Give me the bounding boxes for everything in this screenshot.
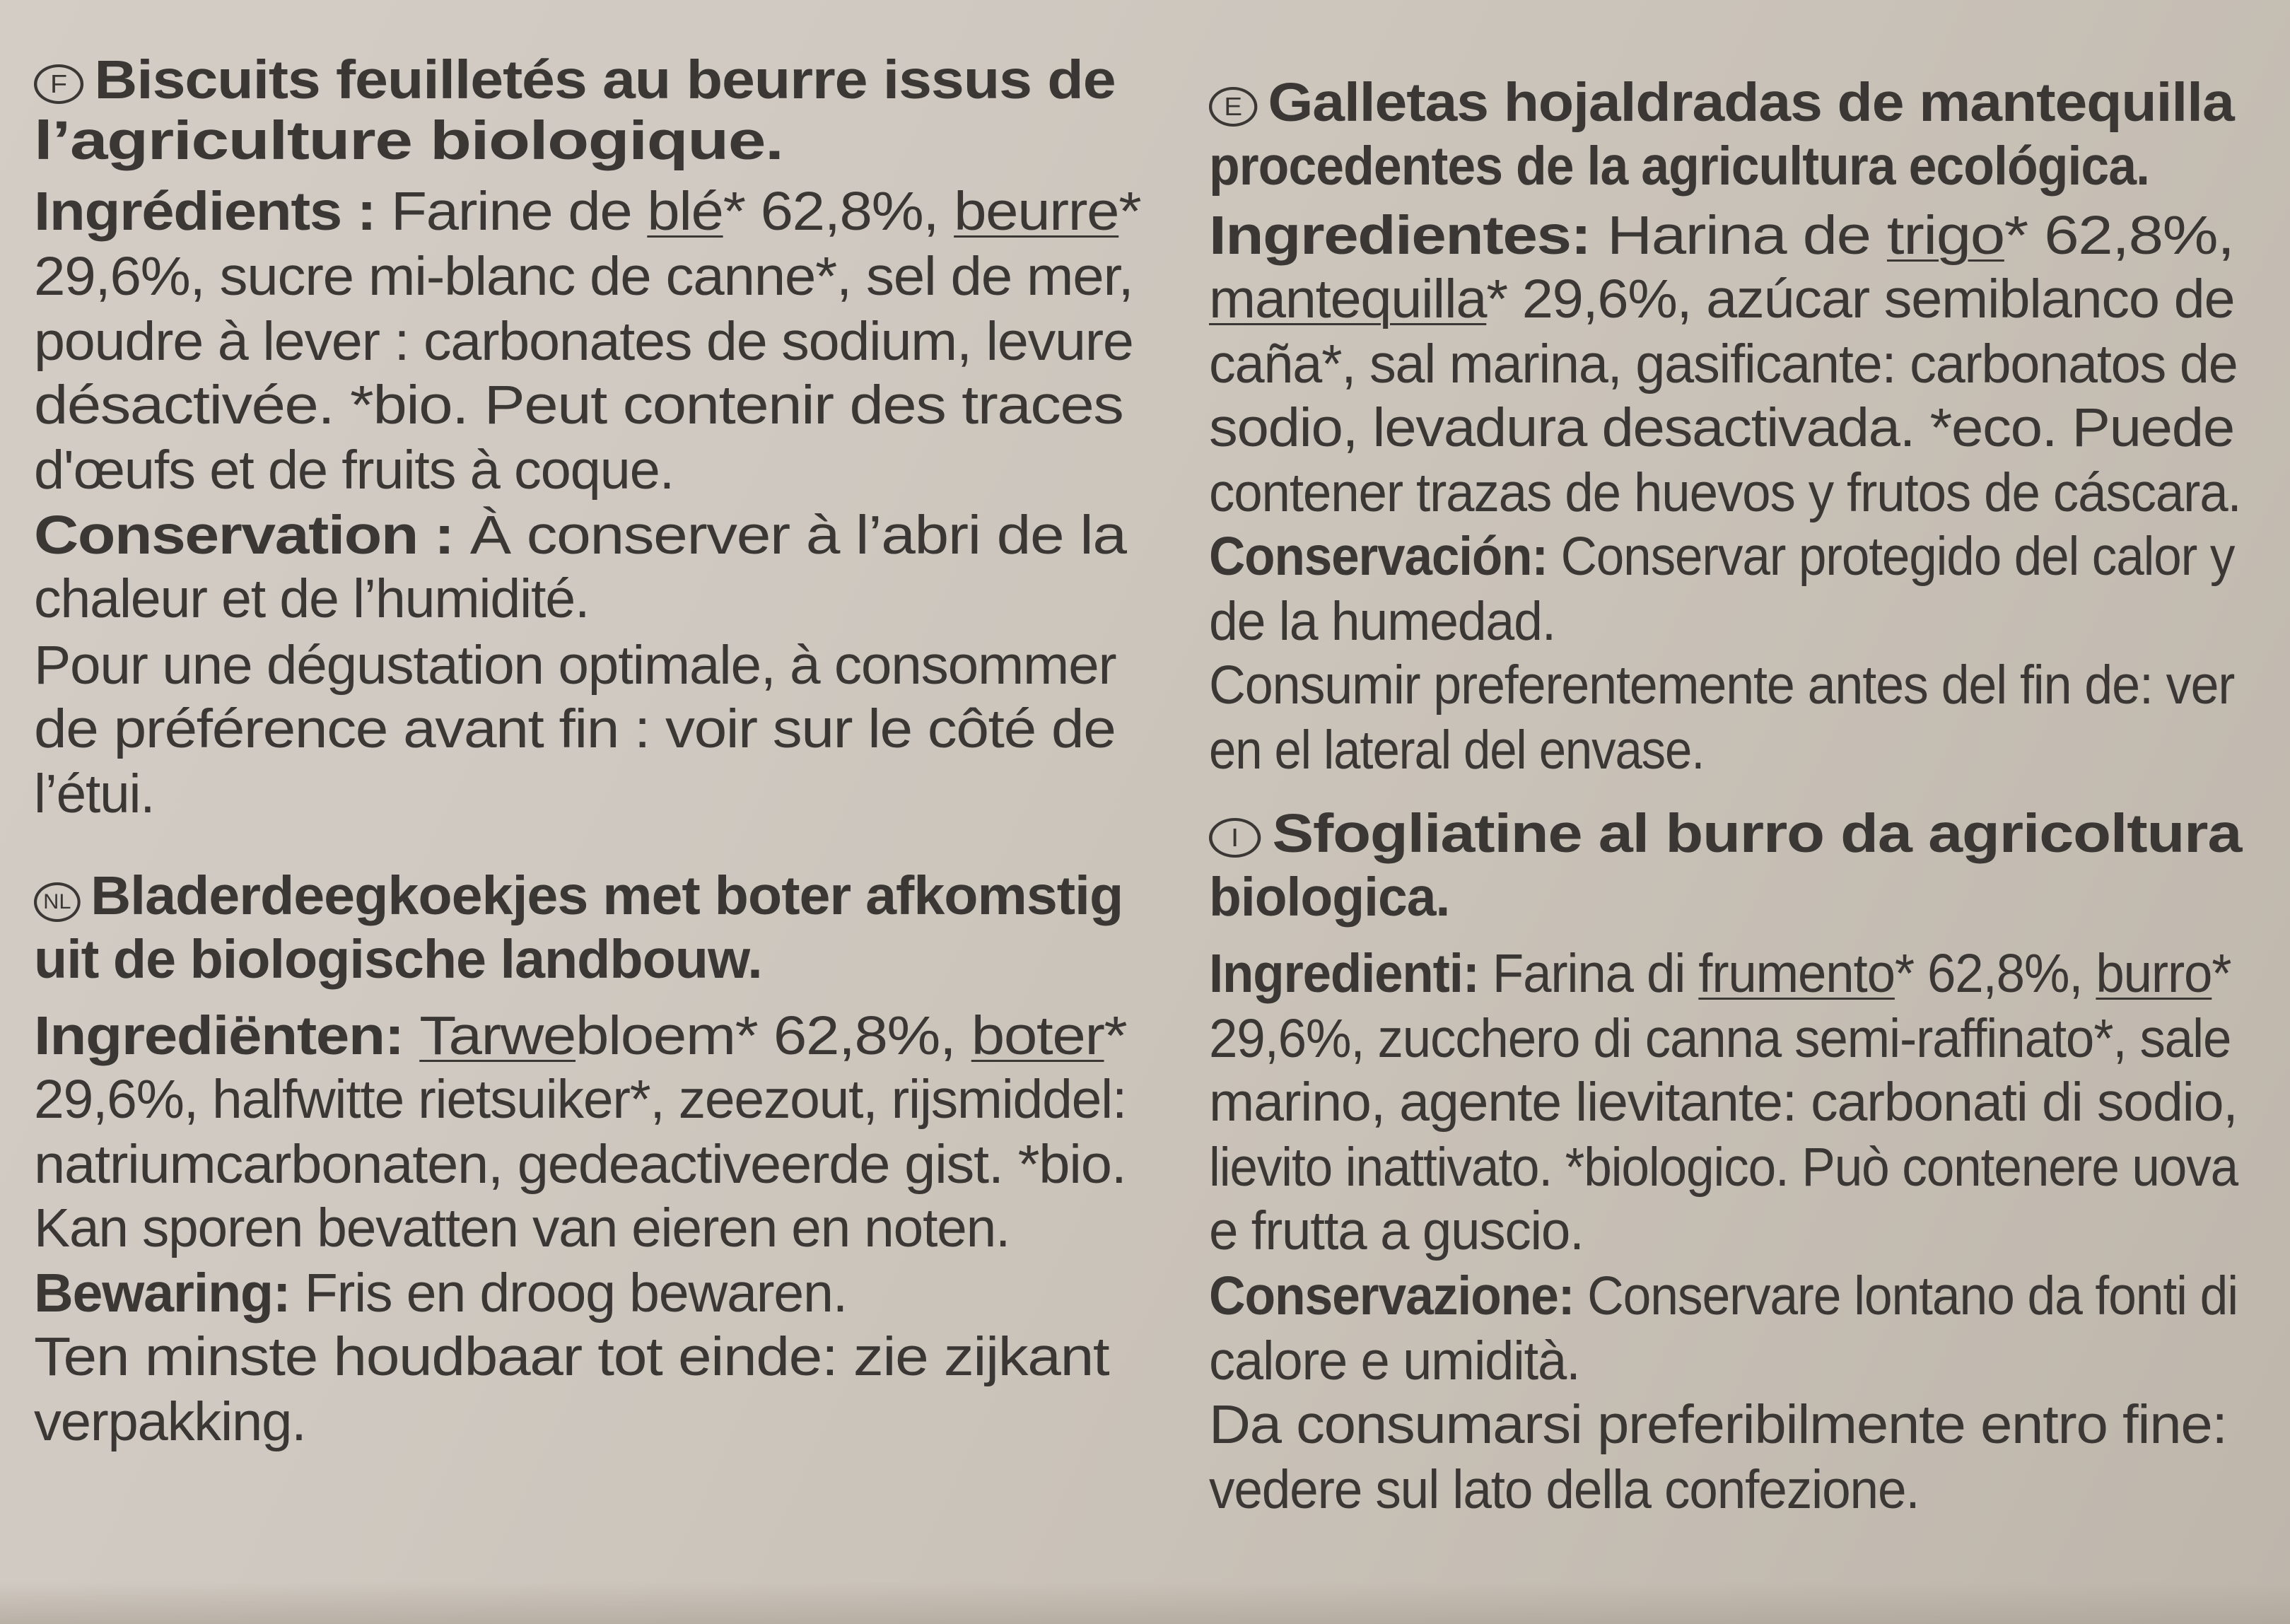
ingredients-label: Ingrédients : <box>34 181 392 242</box>
spanish-best-before-line-1: Consumir preferentemente antes del fin de: ver <box>1209 655 2235 715</box>
dutch-ingredients-line-1 <box>34 1004 1126 1068</box>
italian-ingredients-line-5: e frutta a guscio. <box>1209 1201 1584 1261</box>
ingredients-label: Ingredientes: <box>1209 205 1607 266</box>
italian-title-line-1 <box>1209 802 2241 865</box>
dutch-best-before-line-1: Ten minste houdbaar tot einde: zie zijkant <box>34 1326 1109 1387</box>
dutch-conservation-line-1 <box>34 1261 847 1325</box>
allergen-word: burro <box>2096 943 2212 1004</box>
italian-title-text-1: Sfogliatine al burro da agricoltura <box>1272 803 2242 864</box>
dutch-ingredients-line-3: natriumcarbonaten, gedeactiveerde gist. *bio. <box>34 1134 1126 1195</box>
conservation-text: Conservar protegido del calor y <box>1560 526 2235 587</box>
conservation-text: Conservare lontano da fonti di <box>1587 1266 2238 1326</box>
ingredient-text: * 62,8%, <box>723 181 954 242</box>
french-ingredients-line-3: poudre à lever : carbonates de sodium, levure <box>34 311 1133 372</box>
allergen-word: mantequilla <box>1209 269 1487 329</box>
spanish-ingredients-line-2 <box>1209 267 2234 331</box>
spanish-best-before-line-2: en el lateral del envase. <box>1209 720 1705 781</box>
italian-conservation-line-2: calore e umidità. <box>1209 1331 1580 1391</box>
ingredient-text: * <box>1118 181 1141 242</box>
italian-ingredients-line-1 <box>1209 942 2231 1005</box>
conservation-label: Bewaring: <box>34 1263 305 1324</box>
ingredient-text: Farina di <box>1492 943 1699 1004</box>
ingredient-text: * 62,8%, <box>1894 943 2096 1004</box>
french-title-line-1 <box>34 48 1116 112</box>
italian-ingredients-line-4: lievito inattivato. *biologico. Può contenere uova <box>1209 1137 2238 1198</box>
ingredient-text: Farine de <box>391 181 648 242</box>
french-ingredients-line-2: 29,6%, sucre mi-blanc de canne*, sel de mer, <box>34 246 1133 307</box>
allergen-word: boter <box>971 1005 1104 1066</box>
dutch-best-before-line-2: verpakking. <box>34 1391 306 1452</box>
spanish-ingredients-line-4: sodio, levadura desactivada. *eco. Puede <box>1209 397 2234 458</box>
italian-ingredients-line-2: 29,6%, zucchero di canna semi-raffinato*, sale <box>1209 1008 2231 1069</box>
ingredient-text: * 62,8%, <box>2004 205 2234 266</box>
allergen-word: beurre <box>954 181 1119 242</box>
french-ingredients-line-4: désactivée. *bio. Peut contenir des traces <box>34 375 1123 436</box>
french-title-line-2: l’agriculture biologique. <box>34 110 783 171</box>
spanish-title-text-1: Galletas hojaldradas de mantequilla <box>1268 72 2234 133</box>
french-ingredients-line-5: d'œufs et de fruits à coque. <box>34 440 674 501</box>
ingredient-text: Harina de <box>1606 205 1887 266</box>
spanish-ingredients-line-5: contener trazas de huevos y frutos de cáscara. <box>1209 462 2241 523</box>
dutch-title-text-1: Bladerdeegkoekjes met boter afkomstig <box>90 865 1123 926</box>
ingredient-text: * <box>1104 1005 1127 1066</box>
bottom-edge-shadow <box>0 1582 2290 1624</box>
dutch-ingredients-line-4: Kan sporen bevatten van eieren en noten. <box>34 1198 1010 1258</box>
french-best-before-line-1: Pour une dégustation optimale, à consommer <box>34 635 1116 696</box>
spanish-ingredients-line-1 <box>1209 204 2233 267</box>
ingredients-label: Ingredienti: <box>1209 943 1492 1004</box>
spanish-conservation-line-2: de la humedad. <box>1209 591 1556 652</box>
italian-best-before-line-2: vedere sul lato della confezione. <box>1209 1459 1920 1520</box>
french-best-before-line-3: l’étui. <box>34 764 155 824</box>
allergen-word: frumento <box>1698 943 1895 1004</box>
spanish-ingredients-line-3: caña*, sal marina, gasificante: carbonatos de <box>1209 334 2238 395</box>
spanish-title-line-1 <box>1209 71 2234 134</box>
language-badge-i: I <box>1209 818 1261 858</box>
spanish-title-line-2: procedentes de la agricultura ecológica. <box>1209 136 2150 197</box>
ingredient-text: bloem* 62,8%, <box>576 1005 971 1066</box>
language-badge-f: F <box>34 64 83 104</box>
ingredient-text: * 29,6%, azúcar semiblanco de <box>1486 269 2235 329</box>
italian-ingredients-line-3: marino, agente lievitante: carbonati di sodio, <box>1209 1072 2238 1133</box>
conservation-label: Conservation : <box>34 505 470 566</box>
italian-best-before-line-1: Da consumarsi preferibilmente entro fine: <box>1209 1394 2227 1455</box>
dutch-title-line-1 <box>34 864 1123 928</box>
language-badge-e: E <box>1209 87 1257 127</box>
allergen-word: blé <box>647 181 723 242</box>
conservation-text: À conserver à l’abri de la <box>469 505 1126 566</box>
dutch-title-line-2: uit de biologische landbouw. <box>34 929 762 990</box>
french-conservation-line-2: chaleur et de l’humidité. <box>34 568 590 629</box>
ingredient-text: * <box>2212 943 2231 1004</box>
italian-conservation-line-1 <box>1209 1264 2238 1328</box>
conservation-text: Fris en droog bewaren. <box>304 1263 848 1324</box>
allergen-word: trigo <box>1886 205 2004 266</box>
language-badge-nl: NL <box>34 882 81 922</box>
conservation-label: Conservación: <box>1209 526 1561 587</box>
dutch-ingredients-line-2: 29,6%, halfwitte rietsuiker*, zeezout, rijsmiddel: <box>34 1069 1127 1130</box>
conservation-label: Conservazione: <box>1209 1266 1588 1326</box>
french-best-before-line-2: de préférence avant fin : voir sur le côté de <box>34 699 1116 759</box>
french-conservation-line-1 <box>34 503 1126 567</box>
italian-title-line-2: biologica. <box>1209 867 1450 928</box>
french-ingredients-line-1 <box>34 180 1140 243</box>
spanish-conservation-line-1 <box>1209 525 2234 588</box>
allergen-word: Tarwe <box>419 1005 576 1066</box>
french-title-text-1: Biscuits feuilletés au beurre issus de <box>94 49 1116 110</box>
ingredients-label: Ingrediënten: <box>34 1005 420 1066</box>
